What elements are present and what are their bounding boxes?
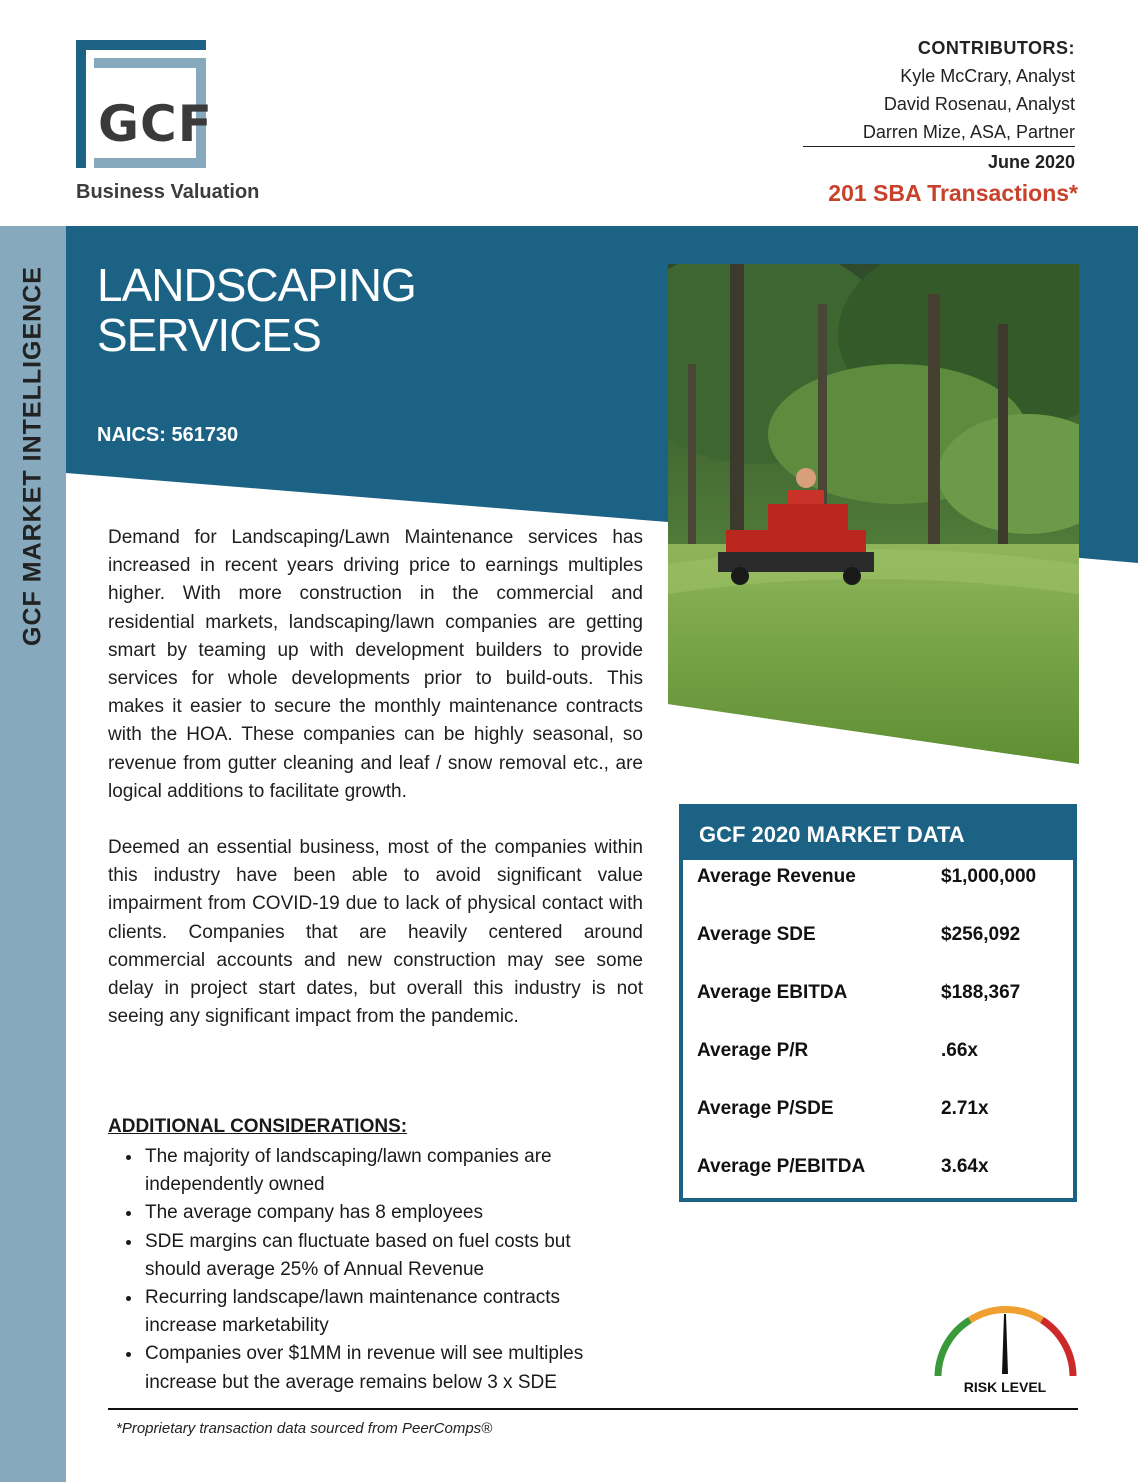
naics-code: NAICS: 561730 — [97, 424, 239, 446]
metric-value: $1,000,000 — [941, 866, 1037, 887]
report-date: June 2020 — [803, 146, 1075, 176]
market-data-row — [697, 1040, 1073, 1098]
sidebar-label: GCF MARKET INTELLIGENCE — [18, 266, 47, 646]
considerations-list — [108, 1143, 628, 1397]
market-data-box — [679, 804, 1077, 1202]
market-data-row — [697, 982, 1073, 1040]
metric-value: 3.64x — [941, 1156, 989, 1177]
contributors-heading: CONTRIBUTORS: — [917, 38, 1075, 58]
market-data-heading: GCF 2020 MARKET DATA — [683, 808, 1073, 860]
market-data-row — [697, 1156, 1073, 1214]
contributor-name: Darren Mize, ASA, Partner — [862, 122, 1075, 142]
gauge-low-arc — [938, 1320, 970, 1376]
metric-label: Average P/EBITDA — [697, 1156, 866, 1177]
gauge-needle-icon — [1002, 1314, 1008, 1374]
contributor-name: David Rosenau, Analyst — [883, 94, 1075, 114]
metric-label: Average EBITDA — [697, 982, 848, 1003]
gauge-high-arc — [1042, 1320, 1073, 1376]
list-item: • Recurring landscape/lawn maintenance contracts increase marketability — [143, 1284, 628, 1340]
list-item: • Companies over $1MM in revenue will see multiples increase but the average remains below 3 x SDE — [143, 1340, 628, 1396]
logo-subtitle: Business Valuation — [76, 181, 260, 203]
page-title-line: SERVICES — [97, 309, 321, 361]
considerations-heading: ADDITIONAL CONSIDERATIONS: — [108, 1116, 408, 1137]
page-title — [97, 260, 416, 360]
metric-value: .66x — [941, 1040, 978, 1061]
sidebar-label-area — [0, 226, 66, 686]
list-item: • SDE margins can fluctuate based on fuel costs but should average 25% of Annual Revenue — [143, 1228, 628, 1284]
market-data-row — [697, 1098, 1073, 1156]
body-text — [108, 524, 643, 1059]
contributor-name: Kyle McCrary, Analyst — [900, 66, 1075, 86]
contributors-block — [803, 34, 1075, 176]
metric-value: $256,092 — [941, 924, 1021, 945]
metric-label: Average Revenue — [697, 866, 856, 887]
risk-level-label: RISK LEVEL — [963, 1379, 1047, 1395]
logo-mark: GCF — [98, 95, 213, 153]
metric-value: 2.71x — [941, 1098, 989, 1119]
page-title-line: LANDSCAPING — [97, 259, 416, 311]
body-paragraph: Demand for Landscaping/Lawn Maintenance services has increased in recent years driving price to earnings multiples higher. With more construction in the commercial and residential markets, landscaping/lawn companies are getting smart by teaming up with development builders to provide services for whole developments prior to build-outs. This makes it easier to secure the monthly maintenance contracts with the HOA. These companies can be highly seasonal, so revenue from gutter cleaning and leaf / snow removal etc., are logical additions to facilitate growth. — [108, 527, 643, 802]
metric-label: Average P/R — [697, 1040, 809, 1061]
market-data-row — [697, 924, 1073, 982]
metric-label: Average SDE — [697, 924, 816, 945]
company-logo — [76, 40, 291, 210]
footer-divider — [108, 1408, 1078, 1410]
metric-label: Average P/SDE — [697, 1098, 834, 1119]
list-item: • The majority of landscaping/lawn companies are independently owned — [143, 1143, 628, 1199]
risk-gauge — [930, 1300, 1080, 1400]
mower-photo — [668, 264, 1079, 764]
market-data-table — [683, 860, 1073, 1214]
market-data-row — [697, 866, 1073, 924]
body-paragraph: Deemed an essential business, most of the companies within this industry have been able to avoid significant value impairment from COVID-19 due to lack of physical contact with clients. Companies that are heavily centered around commercial accounts and new construction may see some delay in project start dates, but overall this industry is not seeing any significant impact from the pandemic. — [108, 837, 643, 1028]
transactions-count: 201 SBA Transactions* — [828, 180, 1078, 206]
metric-value: $188,367 — [941, 982, 1021, 1003]
list-item: • The average company has 8 employees — [143, 1199, 628, 1227]
footnote: *Proprietary transaction data sourced from PeerComps® — [116, 1420, 493, 1437]
